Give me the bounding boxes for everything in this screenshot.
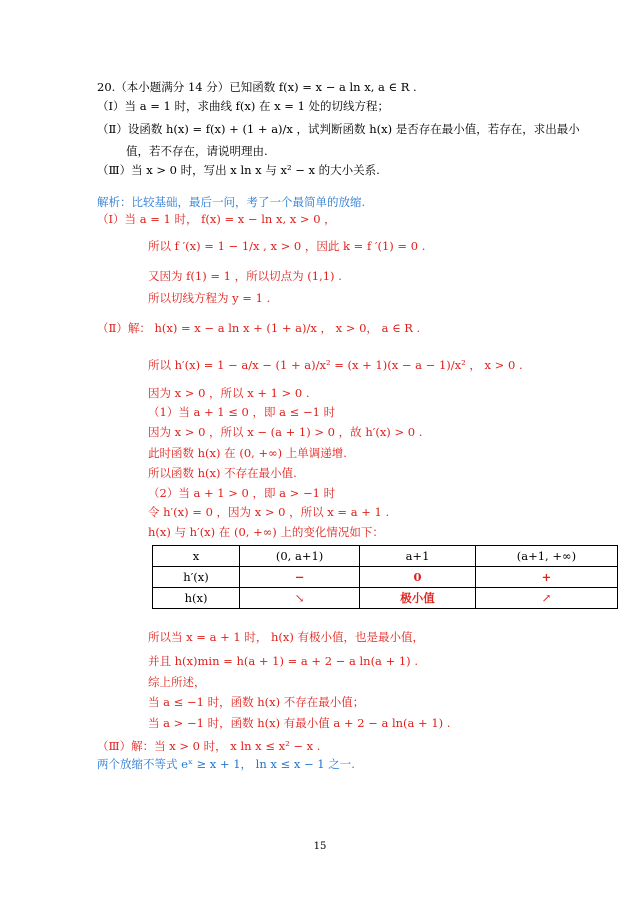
table-cell: a+1: [360, 546, 476, 567]
table-cell: ↘: [240, 588, 360, 609]
page-number: 15: [313, 841, 327, 852]
part2-min-value: 并且 h(x)min = h(a + 1) = a + 2 − a ln(a + 1) .: [148, 654, 418, 668]
part2-table-caption: h(x) 与 h′(x) 在 (0, +∞) 上的变化情况如下：: [148, 525, 384, 539]
part1-line1: （Ⅰ）当 a = 1 时， f(x) = x − ln x, x > 0 ，: [97, 212, 336, 226]
problem-part2-line1: （Ⅱ）设函数 h(x) = f(x) + (1 + a)/x ，试判断函数 h(x) 是否存在最小值，若存在，求出最小: [97, 122, 580, 136]
part1-line2: 所以 f ′(x) = 1 − 1/x , x > 0 ，因此 k = f ′(1) = 0 .: [148, 239, 426, 253]
part2-summary-head: 综上所述，: [148, 675, 206, 689]
table-cell: h(x): [153, 588, 240, 609]
table-cell: −: [240, 567, 360, 588]
part1-line3: 又因为 f(1) = 1 ，所以切点为 (1,1) .: [148, 269, 342, 283]
table-row: [153, 567, 618, 588]
part2-line6: 此时函数 h(x) 在 (0, +∞) 上单调递增.: [148, 446, 347, 460]
part2-case2: （2）当 a + 1 > 0 ，即 a > −1 时: [148, 486, 336, 500]
variation-table: [152, 545, 618, 609]
part3-answer: （Ⅲ）解：当 x > 0 时， x ln x ≤ x² − x .: [97, 739, 321, 753]
problem-part1: （Ⅰ）当 a = 1 时，求曲线 f(x) 在 x = 1 处的切线方程；: [97, 99, 390, 113]
problem-part3: （Ⅲ）当 x > 0 时，写出 x ln x 与 x² − x 的大小关系.: [97, 163, 380, 177]
part2-summary-1: 当 a ≤ −1 时，函数 h(x) 不存在最小值；: [148, 695, 365, 709]
table-cell: (0, a+1): [240, 546, 360, 567]
part2-line3: 因为 x > 0 ，所以 x + 1 > 0 .: [148, 386, 310, 400]
table-cell: h′(x): [153, 567, 240, 588]
table-cell: +: [475, 567, 617, 588]
table-cell: (a+1, +∞): [475, 546, 617, 567]
table-cell: ↗: [475, 588, 617, 609]
part2-line2: 所以 h′(x) = 1 − a/x − (1 + a)/x² = (x + 1)(x − a − 1)/x² ， x > 0 .: [148, 358, 523, 372]
table-cell: 极小值: [360, 588, 476, 609]
part2-min-statement: 所以当 x = a + 1 时， h(x) 有极小值，也是最小值，: [148, 630, 425, 644]
problem-head: 20.（本小题满分 14 分）已知函数 f(x) = x − a ln x, a ∈ R .: [97, 80, 417, 94]
table-row: [153, 588, 618, 609]
part2-line5: 因为 x > 0 ，所以 x − (a + 1) > 0 ，故 h′(x) > 0 .: [148, 425, 423, 439]
part2-summary-2: 当 a > −1 时，函数 h(x) 有最小值 a + 2 − a ln(a + 1) .: [148, 716, 451, 730]
part2-line1: （Ⅱ）解： h(x) = x − a ln x + (1 + a)/x ， x > 0， a ∈ R .: [97, 321, 421, 335]
table-cell: 0: [360, 567, 476, 588]
part2-line9: 令 h′(x) = 0 ，因为 x > 0 ，所以 x = a + 1 .: [148, 505, 390, 519]
solution-intro: 解析：比较基础，最后一问，考了一个最简单的放缩.: [97, 195, 366, 209]
solution-note: 两个放缩不等式 eˣ ≥ x + 1， ln x ≤ x − 1 之一.: [97, 757, 355, 771]
part2-line7: 所以函数 h(x) 不存在最小值.: [148, 466, 297, 480]
table-cell: x: [153, 546, 240, 567]
part2-case1: （1）当 a + 1 ≤ 0 ，即 a ≤ −1 时: [148, 405, 336, 419]
part1-line4: 所以切线方程为 y = 1 .: [148, 291, 271, 305]
table-row: [153, 546, 618, 567]
problem-part2-line2: 值，若不存在，请说明理由.: [126, 144, 268, 158]
